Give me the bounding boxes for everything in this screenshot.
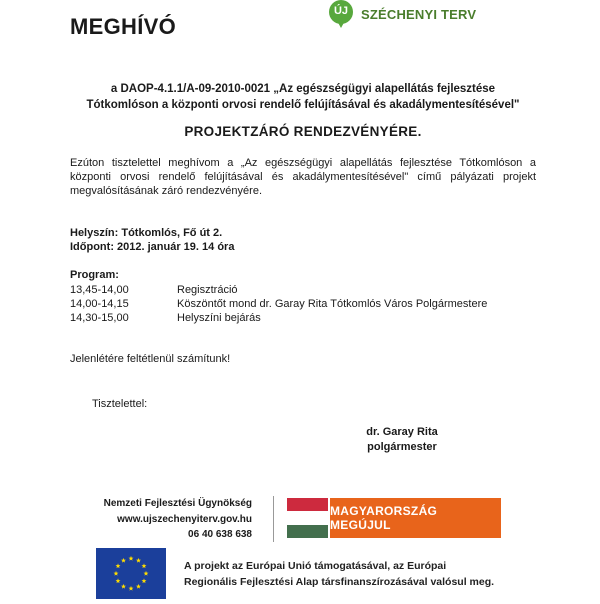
banner-text: MAGYARORSZÁG MEGÚJUL: [330, 498, 501, 538]
program-desc: Helyszíni bejárás: [177, 312, 261, 324]
intro-paragraph: Ezúton tisztelettel meghívom a „Az egészségügyi alapellátás fejlesztése Tótkomlóson a központi orvosi rendelő felújításával és akadálymentesítésével" című pályázati projekt megvalósításának záró rendezvényére.: [70, 157, 536, 197]
szechenyi-terv-logo: [329, 0, 476, 28]
program-desc: Köszöntőt mond dr. Garay Rita Tótkomlós Város Polgármestere: [177, 298, 488, 310]
agency-phone: 06 40 638 638: [188, 529, 252, 540]
magyarorszag-megujul-banner: [287, 498, 501, 538]
eu-star-icon: [136, 584, 141, 589]
page-title: MEGHÍVÓ: [70, 14, 176, 39]
logo-badge: ÚJ: [329, 0, 353, 24]
program-time: 13,45-14,00: [70, 284, 129, 296]
logo-text: SZÉCHENYI TERV: [361, 6, 477, 22]
time-text: Időpont: 2012. január 19. 14 óra: [70, 241, 235, 253]
program-label: Program:: [70, 269, 119, 281]
closing-text: Jelenlétére feltétlenül számítunk!: [70, 353, 231, 365]
event-title: PROJEKTZÁRÓ RENDEZVÉNYÉRE.: [184, 124, 422, 139]
eu-star-icon: [121, 558, 126, 563]
eu-funding-line1: A projekt az Európai Unió támogatásával, az Európai: [184, 560, 447, 572]
program-item: [70, 311, 487, 325]
program-time: 14,00-14,15: [70, 298, 129, 310]
event-details: [70, 226, 234, 254]
signer-role: polgármester: [367, 441, 437, 453]
eu-star-icon: [116, 578, 121, 583]
eu-star-icon: [144, 571, 149, 576]
program-item: [70, 283, 487, 297]
program-desc: Regisztráció: [177, 284, 238, 296]
regards-text: Tisztelettel:: [92, 398, 148, 410]
eu-star-icon: [129, 556, 134, 561]
signature-block: [352, 425, 452, 455]
signer-name: dr. Garay Rita: [366, 426, 438, 438]
eu-star-icon: [114, 571, 119, 576]
project-reference-line2: Tótkomlóson a központi orvosi rendelő felújításával és akadálymentesítésével": [86, 98, 520, 111]
footer-divider: [273, 496, 274, 542]
program-time: 14,30-15,00: [70, 312, 129, 324]
project-reference: [70, 82, 536, 113]
eu-star-icon: [129, 586, 134, 591]
eu-star-icon: [121, 584, 126, 589]
eu-funding-line2: Regionális Fejlesztési Alap társfinanszírozásával valósul meg.: [184, 576, 495, 588]
map-pin-icon: [329, 0, 353, 28]
location-text: Helyszín: Tótkomlós, Fő út 2.: [70, 227, 223, 239]
eu-stars: [96, 548, 166, 599]
eu-star-icon: [142, 563, 147, 568]
program-item: [70, 297, 487, 311]
eu-star-icon: [142, 578, 147, 583]
agency-info: [96, 496, 252, 543]
agency-name: Nemzeti Fejlesztési Ügynökség: [103, 498, 252, 509]
eu-star-icon: [136, 558, 141, 563]
program-list: [70, 283, 487, 325]
project-reference-line1: a DAOP-4.1.1/A-09-2010-0021 „Az egészségügyi alapellátás fejlesztése: [110, 83, 496, 95]
eu-star-icon: [116, 563, 121, 568]
agency-website: www.ujszechenyiterv.gov.hu: [117, 513, 252, 525]
hungarian-flag-icon: [287, 498, 328, 538]
eu-flag-icon: [96, 548, 166, 599]
eu-funding-note: [184, 558, 494, 590]
